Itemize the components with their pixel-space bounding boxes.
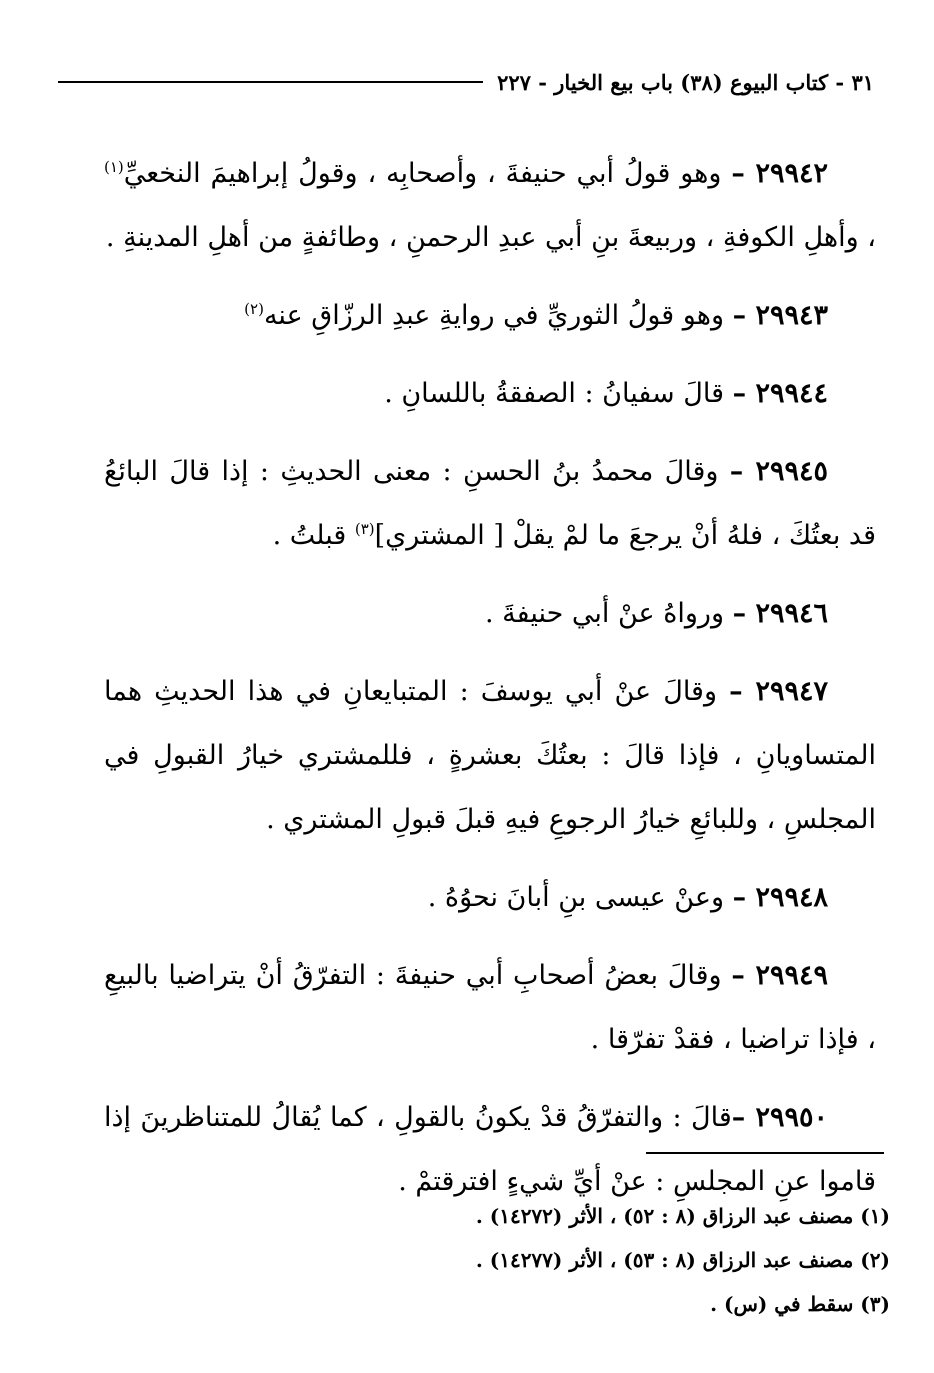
paragraph-29944 xyxy=(104,362,876,426)
footnote-1: (١) مصنف عبد الرزاق (٨ : ٥٢) ، الأثر (١٤٢٧٢) . xyxy=(475,1204,890,1228)
paragraph-29942 xyxy=(104,142,876,270)
paragraph-number: ٢٩٩٤٩ – xyxy=(731,960,828,991)
footnote-ref: (٣) xyxy=(354,520,375,538)
footnote-separator xyxy=(646,1152,884,1154)
paragraph-29946 xyxy=(104,582,876,646)
footnote-ref: (١) xyxy=(104,158,124,176)
main-text xyxy=(104,142,876,1228)
paragraph-number: ٢٩٩٥٠ – xyxy=(731,1102,828,1133)
paragraph-text: وعنْ عيسى بنِ أبانَ نحوُهُ . xyxy=(427,882,733,913)
paragraph-text: قالَ سفيانُ : الصفقةُ باللسانِ . xyxy=(384,378,733,409)
paragraph-29947 xyxy=(104,660,876,852)
running-title: ٣١ - كتاب البيوع (٣٨) باب بيع الخيار - ٢٢٧ xyxy=(497,69,874,95)
paragraph-text: وقالَ بعضُ أصحابِ أبي حنيفةَ : التفرّقُ أنْ يتراضيا بالبيعِ ، فإذا تراضيا ، فقدْ تفرّقا . xyxy=(104,960,876,1055)
paragraph-text: ورواهُ عنْ أبي حنيفةَ . xyxy=(485,598,733,629)
footnote-ref: (٢) xyxy=(244,300,264,318)
paragraph-number: ٢٩٩٤٤ – xyxy=(732,378,828,409)
paragraph-text: وهو قولُ الثوريِّ في روايةِ عبدِ الرزّاقِ عنه xyxy=(263,300,733,331)
paragraph-number: ٢٩٩٤٥ – xyxy=(729,456,828,487)
paragraph-number: ٢٩٩٤٨ – xyxy=(732,882,828,913)
paragraph-text: وقالَ عنْ أبي يوسفَ : المتبايعانِ في هذا الحديثِ هما المتساويانِ ، فإذا قالَ : بعتُكَ بعشرةٍ ، فللمشتري خيارُ القبولِ في المجلسِ ، وللبائعِ خيارُ الرجوعِ فيهِ قبلَ قبولِ المشتري . xyxy=(104,676,876,835)
paragraph-text: قبلتُ . xyxy=(272,520,355,551)
paragraph-number: ٢٩٩٤٢ – xyxy=(731,158,828,189)
paragraph-29945 xyxy=(104,440,876,568)
paragraph-text: ، وأهلِ الكوفةِ ، وربيعةَ بنِ أبي عبدِ الرحمنِ ، وطائفةٍ من أهلِ المدينةِ . xyxy=(105,222,876,253)
page-header xyxy=(58,62,874,102)
paragraph-29948 xyxy=(104,866,876,930)
paragraph-29943 xyxy=(104,284,876,348)
footnotes xyxy=(90,1194,890,1326)
footnote-2: (٢) مصنف عبد الرزاق (٨ : ٥٣) ، الأثر (١٤٢٧٧) . xyxy=(475,1248,890,1272)
paragraph-number: ٢٩٩٤٣ – xyxy=(732,300,828,331)
paragraph-29949 xyxy=(104,944,876,1072)
paragraph-text: وهو قولُ أبي حنيفةَ ، وأصحابِه ، وقولُ إبراهيمَ النخعيِّ xyxy=(123,158,732,189)
paragraph-number: ٢٩٩٤٦ – xyxy=(732,598,828,629)
footnote-3: (٣) سقط في (س) . xyxy=(710,1292,890,1316)
paragraph-text: وقالَ محمدُ بنُ الحسنِ : معنى الحديثِ : إذا قالَ البائعُ قد بعتُكَ ، فلهُ أنْ يرجعَ ما لمْ يقلْ [ المشتري] xyxy=(104,456,876,551)
paragraph-text: قالَ : والتفرّقُ قدْ يكونُ بالقولِ ، كما يُقالُ للمتناظرينَ إذا قاموا عنِ المجلسِ : عنْ أيِّ شيءٍ افترقتمْ . xyxy=(104,1102,876,1197)
paragraph-number: ٢٩٩٤٧ – xyxy=(729,676,829,707)
header-rule xyxy=(58,81,483,83)
